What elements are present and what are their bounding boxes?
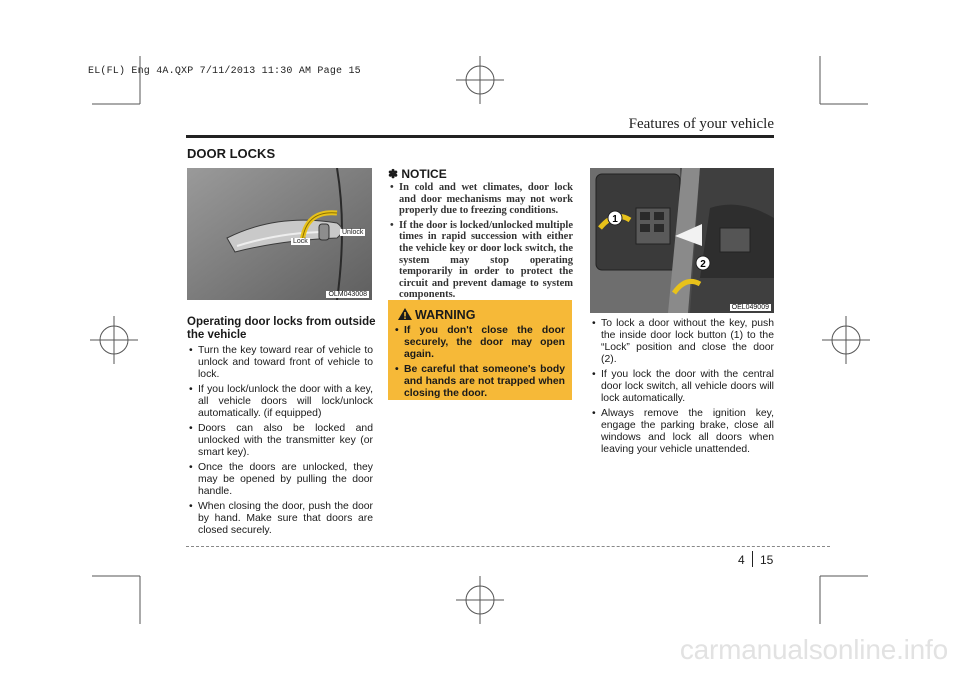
figure-code: OLM043008 [328, 291, 367, 298]
figure-code: OEL049009 [731, 304, 769, 311]
list-item: • If you lock the door with the central door lock switch, all vehicle doors will lock automatically. [590, 369, 774, 405]
warning-triangle-icon [398, 308, 412, 320]
list-item: • In cold and wet climates, door lock and door mechanisms may not work properly due to freezing conditions. [388, 182, 573, 217]
warning-box [388, 300, 572, 400]
header-rule [186, 135, 774, 138]
print-slug-line: EL(FL) Eng 4A.QXP 7/11/2013 11:30 AM Page 15 [88, 66, 361, 77]
registration-mark-bottom [456, 576, 504, 624]
inside-lock-bullets [590, 318, 774, 459]
subsection-heading: Operating door locks from outside the vehicle [187, 316, 376, 341]
list-item: • Turn the key toward rear of vehicle to unlock and toward front of vehicle to lock. [187, 345, 373, 381]
outside-lock-bullets [187, 345, 373, 540]
section-title: DOOR LOCKS [187, 146, 276, 161]
list-item: • Once the doors are unlocked, they may be opened by pulling the door handle. [187, 462, 373, 498]
registration-mark-right [822, 316, 870, 364]
registration-mark-left [90, 316, 138, 364]
list-item: • If you don't close the door securely, the door may open again. [393, 325, 565, 361]
list-item: • Be careful that someone's body and hands are not trapped when closing the door. [393, 364, 565, 400]
registration-mark-top [456, 56, 504, 104]
list-item: • If the door is locked/unlocked multiple times in rapid succession with either the vehicle key or door lock switch, the system may stop operating temporarily in order to protect the circuit and prevent damage to system components. [388, 220, 573, 301]
lock-label: Lock [293, 238, 308, 245]
warning-heading [398, 308, 475, 322]
notice-title: ✽ NOTICE [388, 167, 447, 181]
list-item: • To lock a door without the key, push the inside door lock button (1) to the “Lock” position and close the door (2). [590, 318, 774, 366]
list-item: • Doors can also be locked and unlocked with the transmitter key (or smart key). [187, 423, 373, 459]
list-item: • When closing the door, push the door by hand. Make sure that doors are closed securely. [187, 501, 373, 537]
page-number: 15 [760, 553, 774, 567]
list-item: • Always remove the ignition key, engage the parking brake, close all windows and lock all doors when leaving your vehicle unattended. [590, 408, 774, 456]
watermark-text: carmanualsonline.info [679, 634, 948, 665]
list-item: • If you lock/unlock the door with a key, all vehicle doors will lock/unlock automatically. (if equipped) [187, 384, 373, 420]
unlock-label: Unlock [342, 229, 364, 236]
warning-bullets [393, 325, 565, 403]
door-handle-figure [187, 168, 372, 300]
callout-1-number: 1 [612, 214, 618, 225]
notice-bullets [388, 182, 573, 304]
inside-door-figure [590, 168, 774, 313]
warning-title: WARNING [415, 308, 476, 322]
callout-2-number: 2 [700, 259, 706, 270]
chapter-title: Features of your vehicle [628, 116, 774, 132]
inside-door-illustration [590, 168, 774, 313]
footer-dashed-rule [186, 546, 830, 547]
page-number-separator [752, 551, 753, 567]
chapter-number: 4 [738, 553, 745, 567]
